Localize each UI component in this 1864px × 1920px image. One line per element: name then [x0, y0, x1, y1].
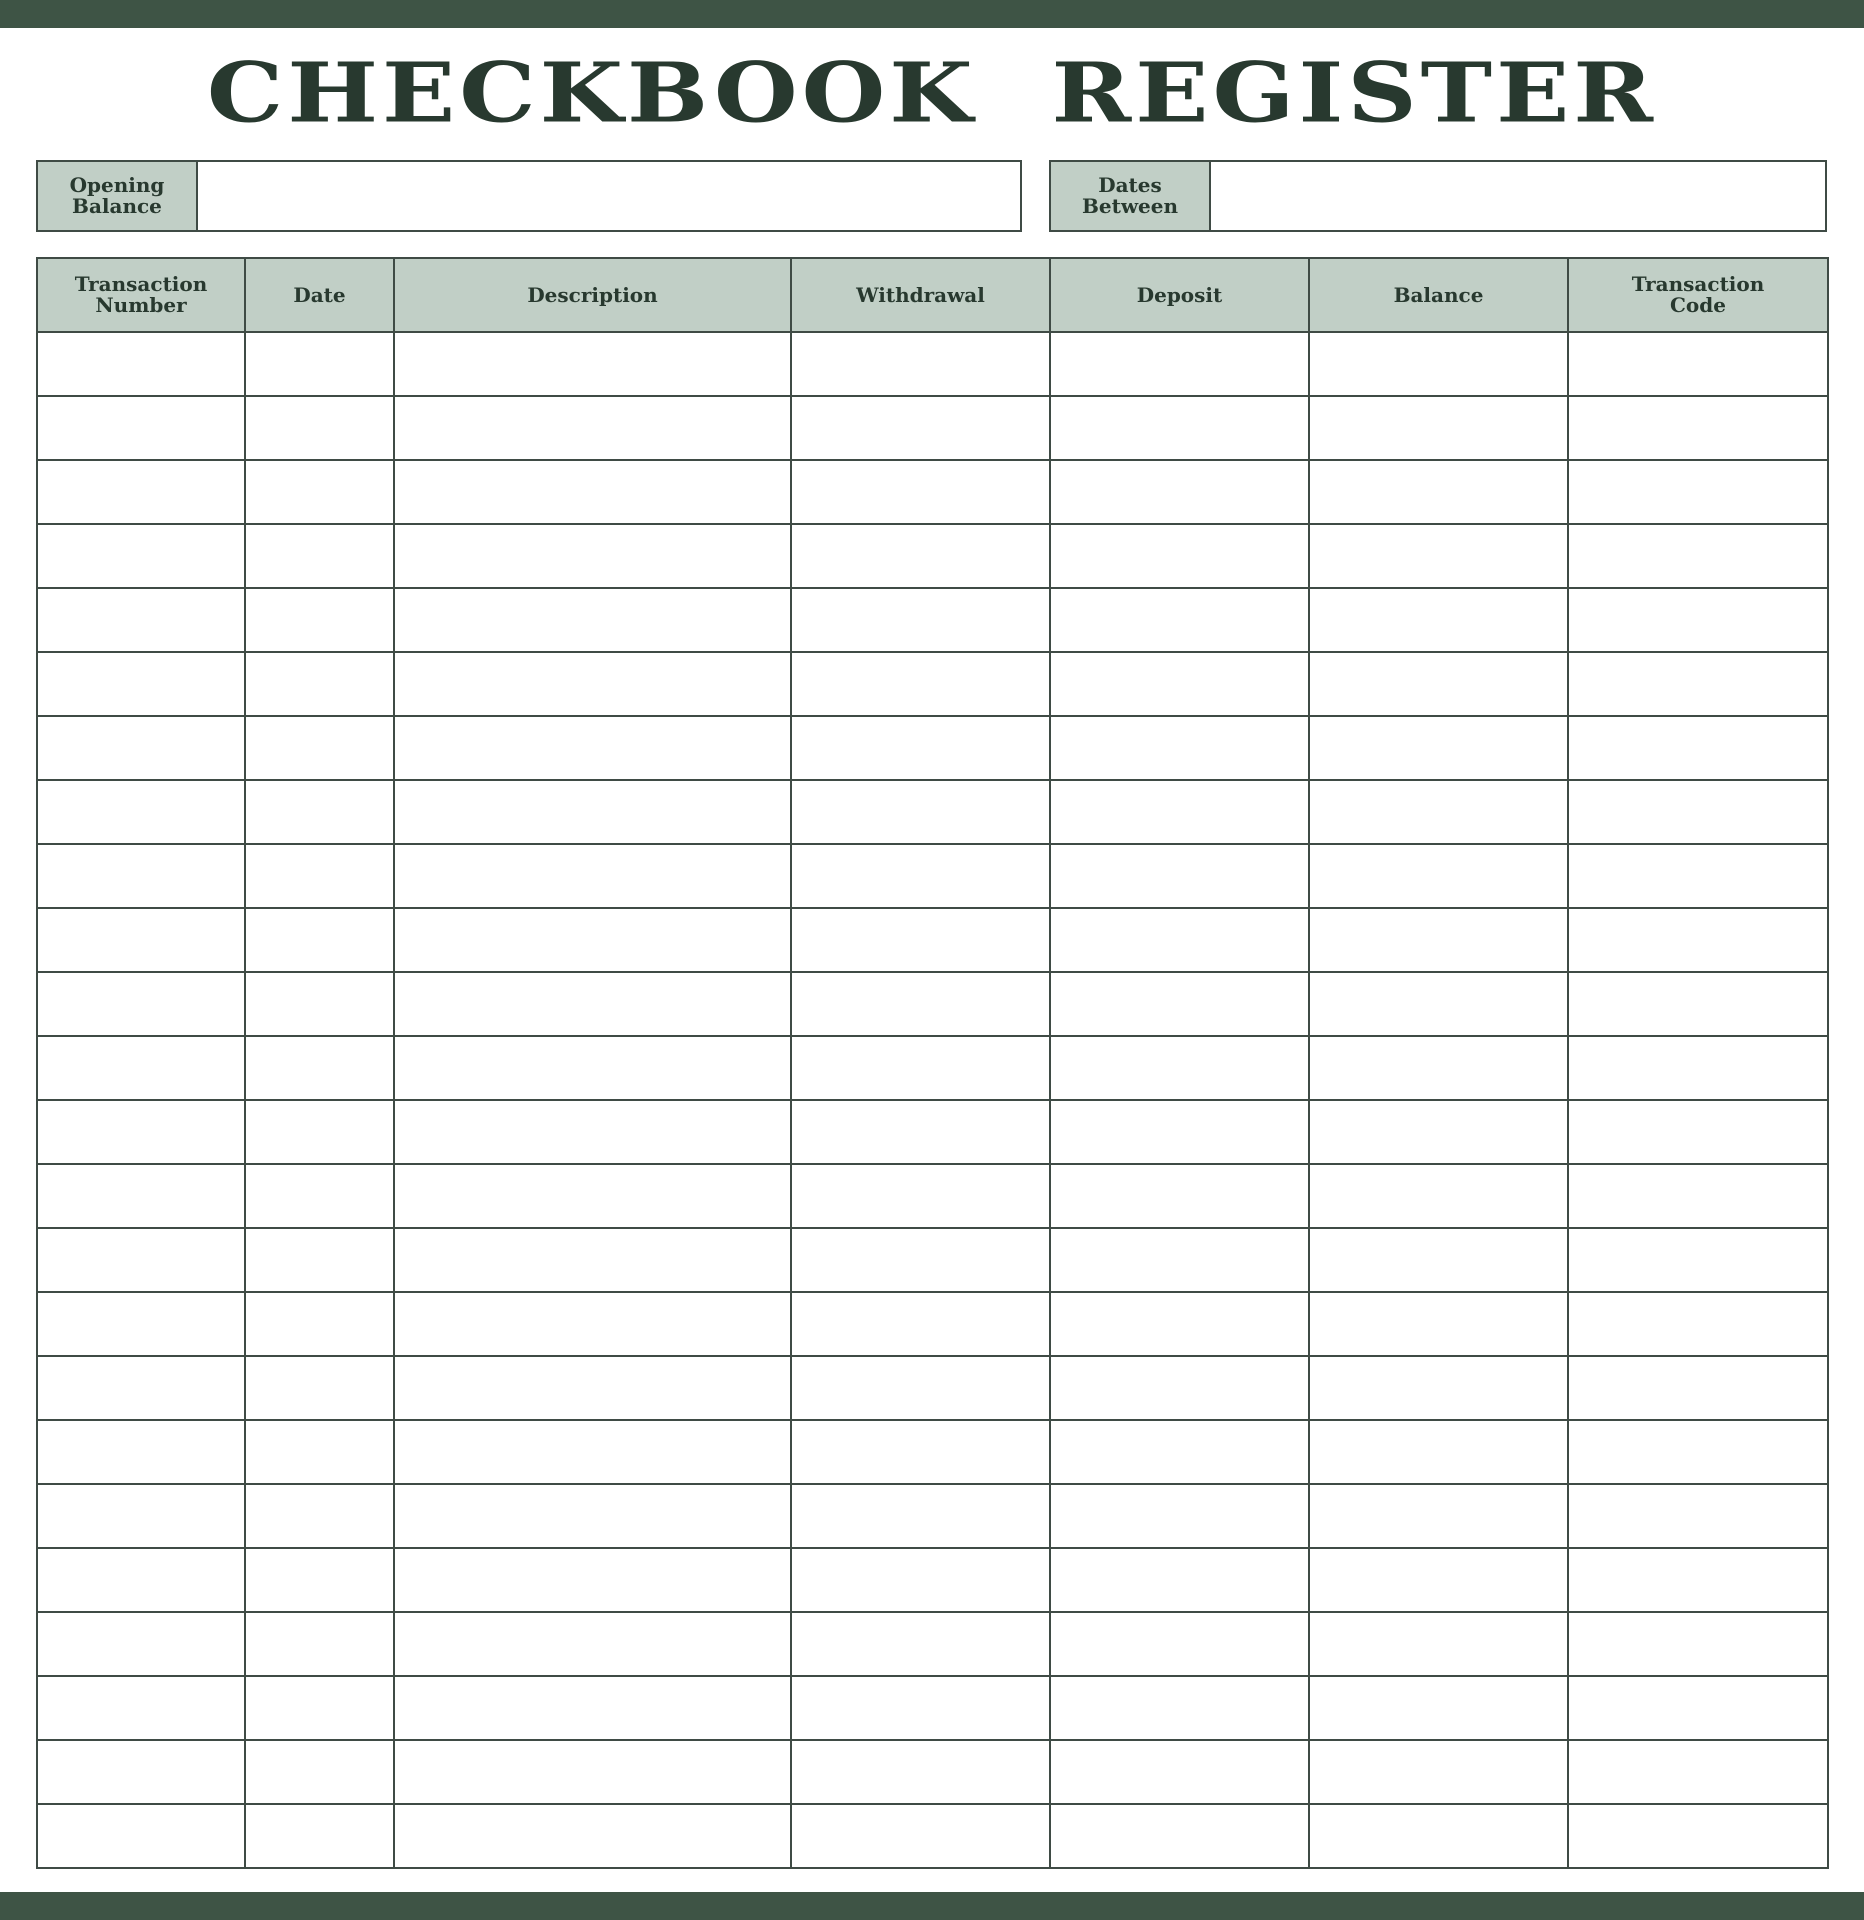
- balance-cell[interactable]: [1309, 1164, 1568, 1228]
- description-cell[interactable]: [394, 1164, 791, 1228]
- deposit-cell[interactable]: [1050, 1804, 1309, 1868]
- description-cell[interactable]: [394, 652, 791, 716]
- date-cell[interactable]: [245, 780, 394, 844]
- date-cell[interactable]: [245, 716, 394, 780]
- table-row: [37, 716, 1828, 780]
- transaction-code-cell[interactable]: [1568, 1548, 1828, 1612]
- description-cell[interactable]: [394, 1612, 791, 1676]
- table-header-row: [37, 258, 1828, 332]
- table-row: [37, 780, 1828, 844]
- table-row: [37, 1420, 1828, 1484]
- table-row: [37, 460, 1828, 524]
- transaction-number-cell[interactable]: [37, 1164, 245, 1228]
- balance-cell[interactable]: [1309, 396, 1568, 460]
- withdrawal-cell[interactable]: [791, 716, 1050, 780]
- deposit-cell[interactable]: [1050, 716, 1309, 780]
- balance-cell[interactable]: [1309, 780, 1568, 844]
- date-cell[interactable]: [245, 652, 394, 716]
- deposit-cell[interactable]: [1050, 908, 1309, 972]
- date-cell[interactable]: [245, 1740, 394, 1804]
- column-header-withdrawal: Withdrawal: [791, 258, 1050, 332]
- balance-cell[interactable]: [1309, 524, 1568, 588]
- transaction-code-cell[interactable]: [1568, 1292, 1828, 1356]
- table-row: [37, 972, 1828, 1036]
- withdrawal-cell[interactable]: [791, 844, 1050, 908]
- description-cell[interactable]: [394, 972, 791, 1036]
- deposit-cell[interactable]: [1050, 1612, 1309, 1676]
- register-table: [36, 257, 1829, 1869]
- transaction-number-cell[interactable]: [37, 716, 245, 780]
- transaction-code-cell[interactable]: [1568, 716, 1828, 780]
- withdrawal-cell[interactable]: [791, 1292, 1050, 1356]
- date-cell[interactable]: [245, 972, 394, 1036]
- deposit-cell[interactable]: [1050, 844, 1309, 908]
- transaction-number-cell[interactable]: [37, 1356, 245, 1420]
- transaction-number-cell[interactable]: [37, 1612, 245, 1676]
- deposit-cell[interactable]: [1050, 1100, 1309, 1164]
- deposit-cell[interactable]: [1050, 780, 1309, 844]
- transaction-code-cell[interactable]: [1568, 972, 1828, 1036]
- withdrawal-cell[interactable]: [791, 1036, 1050, 1100]
- balance-cell[interactable]: [1309, 1676, 1568, 1740]
- transaction-number-cell[interactable]: [37, 1228, 245, 1292]
- transaction-code-cell[interactable]: [1568, 1356, 1828, 1420]
- transaction-code-cell[interactable]: [1568, 1036, 1828, 1100]
- transaction-code-cell[interactable]: [1568, 460, 1828, 524]
- transaction-code-cell[interactable]: [1568, 1100, 1828, 1164]
- opening-balance-box: [36, 160, 1022, 232]
- description-cell[interactable]: [394, 1036, 791, 1100]
- balance-cell[interactable]: [1309, 972, 1568, 1036]
- description-cell[interactable]: [394, 844, 791, 908]
- withdrawal-cell[interactable]: [791, 332, 1050, 396]
- withdrawal-cell[interactable]: [791, 1612, 1050, 1676]
- description-cell[interactable]: [394, 1228, 791, 1292]
- balance-cell[interactable]: [1309, 908, 1568, 972]
- description-cell[interactable]: [394, 1100, 791, 1164]
- transaction-number-cell[interactable]: [37, 1036, 245, 1100]
- withdrawal-cell[interactable]: [791, 908, 1050, 972]
- table-row: [37, 1676, 1828, 1740]
- deposit-cell[interactable]: [1050, 1548, 1309, 1612]
- withdrawal-cell[interactable]: [791, 652, 1050, 716]
- transaction-code-cell[interactable]: [1568, 1164, 1828, 1228]
- withdrawal-cell[interactable]: [791, 780, 1050, 844]
- balance-cell[interactable]: [1309, 1100, 1568, 1164]
- table-row: [37, 1292, 1828, 1356]
- withdrawal-cell[interactable]: [791, 1548, 1050, 1612]
- withdrawal-cell[interactable]: [791, 1100, 1050, 1164]
- withdrawal-cell[interactable]: [791, 396, 1050, 460]
- transaction-code-cell[interactable]: [1568, 652, 1828, 716]
- transaction-number-cell[interactable]: [37, 1676, 245, 1740]
- column-header-description: Description: [394, 258, 791, 332]
- transaction-code-cell[interactable]: [1568, 844, 1828, 908]
- description-cell[interactable]: [394, 524, 791, 588]
- date-cell[interactable]: [245, 588, 394, 652]
- table-row: [37, 1164, 1828, 1228]
- description-cell[interactable]: [394, 780, 791, 844]
- table-row: [37, 1612, 1828, 1676]
- transaction-number-cell[interactable]: [37, 396, 245, 460]
- date-cell[interactable]: [245, 1100, 394, 1164]
- balance-cell[interactable]: [1309, 1420, 1568, 1484]
- transaction-code-cell[interactable]: [1568, 1612, 1828, 1676]
- register-body: [37, 332, 1828, 1868]
- deposit-cell[interactable]: [1050, 588, 1309, 652]
- transaction-code-cell[interactable]: [1568, 396, 1828, 460]
- dates-between-label: Dates Between: [1051, 162, 1211, 230]
- deposit-cell[interactable]: [1050, 652, 1309, 716]
- column-header-transaction-code: Transaction Code: [1568, 258, 1828, 332]
- transaction-code-cell[interactable]: [1568, 780, 1828, 844]
- description-cell[interactable]: [394, 1676, 791, 1740]
- description-cell[interactable]: [394, 396, 791, 460]
- withdrawal-cell[interactable]: [791, 524, 1050, 588]
- deposit-cell[interactable]: [1050, 332, 1309, 396]
- description-cell[interactable]: [394, 908, 791, 972]
- dates-between-field[interactable]: [1211, 162, 1825, 230]
- dates-between-box: [1049, 160, 1827, 232]
- table-row: [37, 1484, 1828, 1548]
- transaction-code-cell[interactable]: [1568, 1484, 1828, 1548]
- transaction-number-cell[interactable]: [37, 1548, 245, 1612]
- date-cell[interactable]: [245, 332, 394, 396]
- description-cell[interactable]: [394, 1740, 791, 1804]
- date-cell[interactable]: [245, 908, 394, 972]
- table-row: [37, 1228, 1828, 1292]
- description-cell[interactable]: [394, 716, 791, 780]
- withdrawal-cell[interactable]: [791, 1228, 1050, 1292]
- table-row: [37, 652, 1828, 716]
- balance-cell[interactable]: [1309, 1804, 1568, 1868]
- transaction-code-cell[interactable]: [1568, 908, 1828, 972]
- description-cell[interactable]: [394, 460, 791, 524]
- date-cell[interactable]: [245, 1548, 394, 1612]
- description-cell[interactable]: [394, 1548, 791, 1612]
- balance-cell[interactable]: [1309, 1740, 1568, 1804]
- transaction-code-cell[interactable]: [1568, 1804, 1828, 1868]
- transaction-code-cell[interactable]: [1568, 332, 1828, 396]
- table-row: [37, 396, 1828, 460]
- transaction-number-cell[interactable]: [37, 780, 245, 844]
- transaction-code-cell[interactable]: [1568, 1420, 1828, 1484]
- withdrawal-cell[interactable]: [791, 1356, 1050, 1420]
- date-cell[interactable]: [245, 844, 394, 908]
- column-header-balance: Balance: [1309, 258, 1568, 332]
- withdrawal-cell[interactable]: [791, 588, 1050, 652]
- deposit-cell[interactable]: [1050, 972, 1309, 1036]
- deposit-cell[interactable]: [1050, 1292, 1309, 1356]
- table-row: [37, 332, 1828, 396]
- balance-cell[interactable]: [1309, 588, 1568, 652]
- date-cell[interactable]: [245, 1356, 394, 1420]
- deposit-cell[interactable]: [1050, 460, 1309, 524]
- column-header-transaction-number: Transaction Number: [37, 258, 245, 332]
- table-row: [37, 1804, 1828, 1868]
- opening-balance-label: Opening Balance: [38, 162, 198, 230]
- date-cell[interactable]: [245, 396, 394, 460]
- description-cell[interactable]: [394, 588, 791, 652]
- page-title: CHECKBOOK REGISTER: [206, 43, 1658, 142]
- withdrawal-cell[interactable]: [791, 1676, 1050, 1740]
- transaction-number-cell[interactable]: [37, 1420, 245, 1484]
- transaction-number-cell[interactable]: [37, 844, 245, 908]
- transaction-code-cell[interactable]: [1568, 1228, 1828, 1292]
- opening-balance-field[interactable]: [198, 162, 1020, 230]
- transaction-number-cell[interactable]: [37, 1100, 245, 1164]
- deposit-cell[interactable]: [1050, 524, 1309, 588]
- transaction-number-cell[interactable]: [37, 1804, 245, 1868]
- deposit-cell[interactable]: [1050, 1740, 1309, 1804]
- transaction-number-cell[interactable]: [37, 460, 245, 524]
- balance-cell[interactable]: [1309, 1612, 1568, 1676]
- transaction-number-cell[interactable]: [37, 652, 245, 716]
- balance-cell[interactable]: [1309, 652, 1568, 716]
- table-row: [37, 1548, 1828, 1612]
- date-cell[interactable]: [245, 1484, 394, 1548]
- transaction-number-cell[interactable]: [37, 972, 245, 1036]
- table-row: [37, 908, 1828, 972]
- table-row: [37, 524, 1828, 588]
- table-row: [37, 1740, 1828, 1804]
- transaction-number-cell[interactable]: [37, 1740, 245, 1804]
- deposit-cell[interactable]: [1050, 1676, 1309, 1740]
- table-row: [37, 588, 1828, 652]
- withdrawal-cell[interactable]: [791, 1420, 1050, 1484]
- description-cell[interactable]: [394, 1356, 791, 1420]
- balance-cell[interactable]: [1309, 844, 1568, 908]
- transaction-code-cell[interactable]: [1568, 1676, 1828, 1740]
- transaction-code-cell[interactable]: [1568, 1740, 1828, 1804]
- top-band: [0, 0, 1864, 28]
- description-cell[interactable]: [394, 332, 791, 396]
- withdrawal-cell[interactable]: [791, 1164, 1050, 1228]
- table-row: [37, 844, 1828, 908]
- date-cell[interactable]: [245, 1420, 394, 1484]
- balance-cell[interactable]: [1309, 1484, 1568, 1548]
- balance-cell[interactable]: [1309, 1292, 1568, 1356]
- date-cell[interactable]: [245, 1036, 394, 1100]
- table-row: [37, 1100, 1828, 1164]
- withdrawal-cell[interactable]: [791, 460, 1050, 524]
- deposit-cell[interactable]: [1050, 1164, 1309, 1228]
- date-cell[interactable]: [245, 1676, 394, 1740]
- transaction-number-cell[interactable]: [37, 908, 245, 972]
- transaction-number-cell[interactable]: [37, 332, 245, 396]
- transaction-code-cell[interactable]: [1568, 588, 1828, 652]
- description-cell[interactable]: [394, 1292, 791, 1356]
- column-header-date: Date: [245, 258, 394, 332]
- deposit-cell[interactable]: [1050, 1036, 1309, 1100]
- date-cell[interactable]: [245, 524, 394, 588]
- date-cell[interactable]: [245, 1612, 394, 1676]
- deposit-cell[interactable]: [1050, 1356, 1309, 1420]
- balance-cell[interactable]: [1309, 1548, 1568, 1612]
- deposit-cell[interactable]: [1050, 1484, 1309, 1548]
- balance-cell[interactable]: [1309, 716, 1568, 780]
- balance-cell[interactable]: [1309, 460, 1568, 524]
- transaction-number-cell[interactable]: [37, 524, 245, 588]
- deposit-cell[interactable]: [1050, 1228, 1309, 1292]
- balance-cell[interactable]: [1309, 1356, 1568, 1420]
- transaction-code-cell[interactable]: [1568, 524, 1828, 588]
- date-cell[interactable]: [245, 1292, 394, 1356]
- balance-cell[interactable]: [1309, 332, 1568, 396]
- withdrawal-cell[interactable]: [791, 1740, 1050, 1804]
- balance-cell[interactable]: [1309, 1036, 1568, 1100]
- date-cell[interactable]: [245, 1228, 394, 1292]
- description-cell[interactable]: [394, 1484, 791, 1548]
- transaction-number-cell[interactable]: [37, 1484, 245, 1548]
- description-cell[interactable]: [394, 1420, 791, 1484]
- transaction-number-cell[interactable]: [37, 1292, 245, 1356]
- description-cell[interactable]: [394, 1804, 791, 1868]
- balance-cell[interactable]: [1309, 1228, 1568, 1292]
- column-header-deposit: Deposit: [1050, 258, 1309, 332]
- table-row: [37, 1036, 1828, 1100]
- withdrawal-cell[interactable]: [791, 1484, 1050, 1548]
- table-row: [37, 1356, 1828, 1420]
- date-cell[interactable]: [245, 460, 394, 524]
- date-cell[interactable]: [245, 1804, 394, 1868]
- date-cell[interactable]: [245, 1164, 394, 1228]
- deposit-cell[interactable]: [1050, 1420, 1309, 1484]
- deposit-cell[interactable]: [1050, 396, 1309, 460]
- withdrawal-cell[interactable]: [791, 972, 1050, 1036]
- withdrawal-cell[interactable]: [791, 1804, 1050, 1868]
- bottom-band: [0, 1892, 1864, 1920]
- transaction-number-cell[interactable]: [37, 588, 245, 652]
